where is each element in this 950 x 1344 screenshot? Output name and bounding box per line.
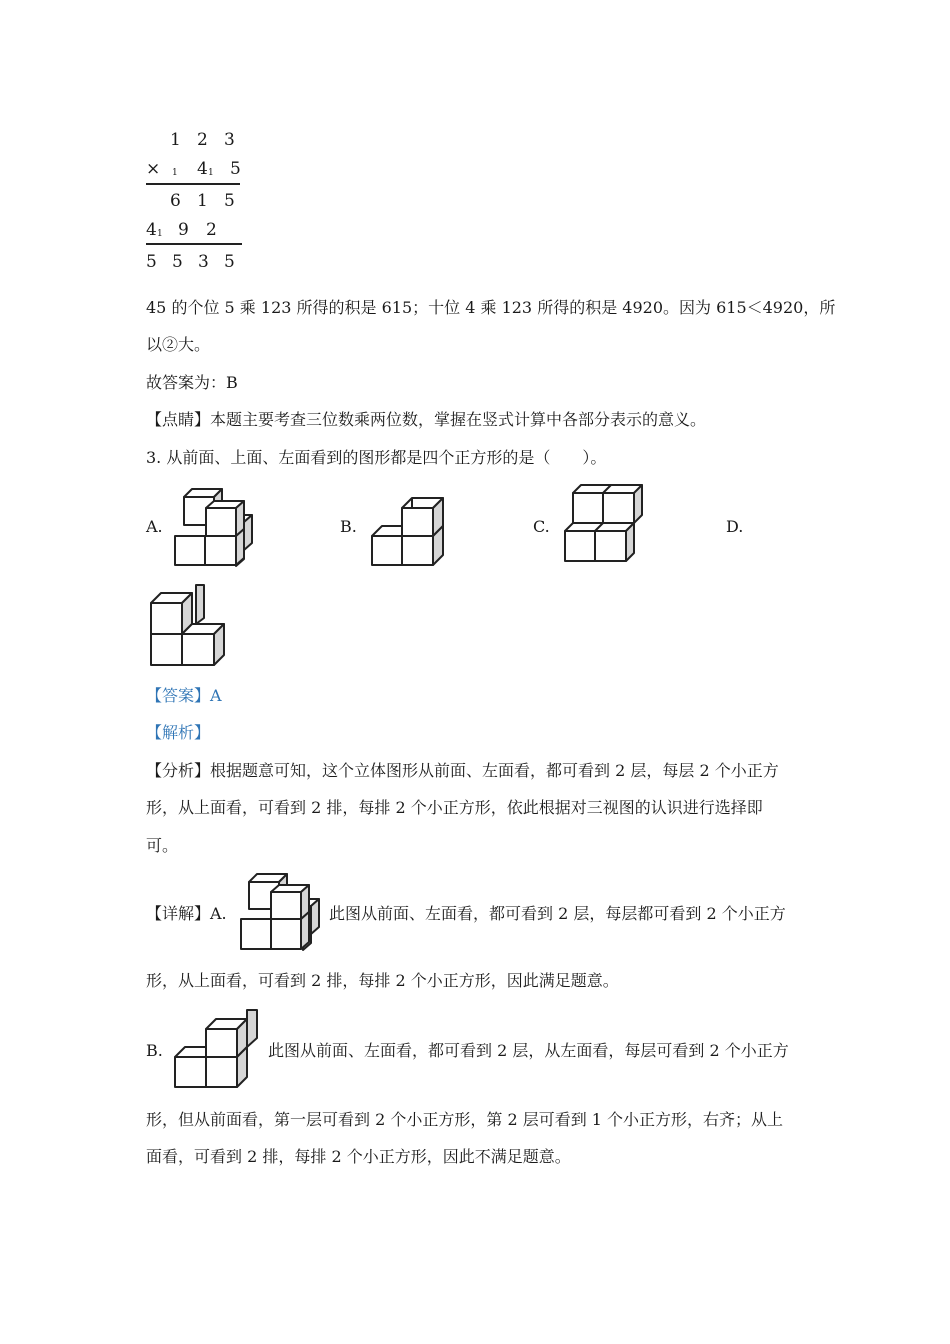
calc-digit: 1	[197, 191, 208, 211]
times-sign: ×	[146, 159, 161, 179]
calc-digit: 1	[170, 130, 181, 150]
cube-figure-a	[172, 486, 258, 568]
detail-b-line: 此图从前面、左面看，都可看到 2 层，从左面看，每层可看到 2 个小正方	[268, 1041, 789, 1060]
calc-digit: 5	[230, 159, 241, 179]
calc-digit: 4	[197, 159, 208, 179]
answer-label: 【答案】A	[146, 686, 222, 705]
cube-figure-d	[148, 582, 238, 668]
detail-a-line: 形，从上面看，可看到 2 排，每排 2 个小正方形，因此满足题意。	[146, 971, 619, 990]
dianjing-line: 【点睛】本题主要考查三位数乘两位数，掌握在竖式计算中各部分表示的意义。	[146, 410, 707, 429]
cube-figure-c	[562, 482, 648, 566]
analysis-line: 【分析】根据题意可知，这个立体图形从前面、左面看，都可看到 2 层，每层 2 个小正方	[146, 761, 779, 780]
carry-digit: 1	[208, 168, 214, 178]
detail-figure-b	[172, 1008, 262, 1090]
calc-digit: 9	[178, 220, 189, 240]
detail-b-line: 形，但从前面看，第一层可看到 2 个小正方形，第 2 层可看到 1 个小正方形，右齐；从上	[146, 1110, 784, 1129]
option-c-label: C.	[533, 517, 550, 536]
analysis-line: 形，从上面看，可看到 2 排，每排 2 个小正方形，依此根据对三视图的认识进行选择即	[146, 798, 763, 817]
calc-digit: 4	[146, 220, 157, 240]
calc-digit: 3	[198, 252, 209, 272]
calc-digit: 5	[172, 252, 183, 272]
calc-digit: 2	[197, 130, 208, 150]
calc-digit: 5	[224, 252, 235, 272]
analysis-label: 【解析】	[146, 723, 211, 742]
answer-line: 故答案为：B	[146, 373, 238, 392]
carry-digit: 1	[157, 229, 163, 239]
detail-a-line: 此图从前面、左面看，都可看到 2 层，每层都可看到 2 个小正方	[329, 904, 786, 923]
explanation-line: 以②大。	[146, 335, 211, 354]
calc-rule	[146, 183, 240, 185]
question-3: 3. 从前面、上面、左面看到的图形都是四个正方形的是（ ）。	[146, 448, 607, 467]
detail-figure-a	[239, 872, 323, 952]
option-a-label: A.	[146, 517, 163, 536]
calc-digit: 5	[146, 252, 157, 272]
detail-label: 【详解】A.	[146, 904, 227, 923]
option-d-label: D.	[726, 517, 744, 536]
option-b-label: B.	[340, 517, 357, 536]
detail-b-line: 面看，可看到 2 排，每排 2 个小正方形，因此不满足题意。	[146, 1147, 571, 1166]
carry-digit: 1	[172, 168, 178, 178]
explanation-line: 45 的个位 5 乘 123 所得的积是 615；十位 4 乘 123 所得的积是 4920。因为 615＜4920，所	[146, 298, 836, 317]
calc-digit: 3	[224, 130, 235, 150]
calc-digit: 2	[206, 220, 217, 240]
calc-digit: 6	[170, 191, 181, 211]
calc-rule	[146, 243, 242, 245]
detail-b-label: B.	[146, 1041, 163, 1060]
analysis-line: 可。	[146, 836, 179, 855]
calc-digit: 5	[224, 191, 235, 211]
cube-figure-b	[369, 486, 455, 568]
